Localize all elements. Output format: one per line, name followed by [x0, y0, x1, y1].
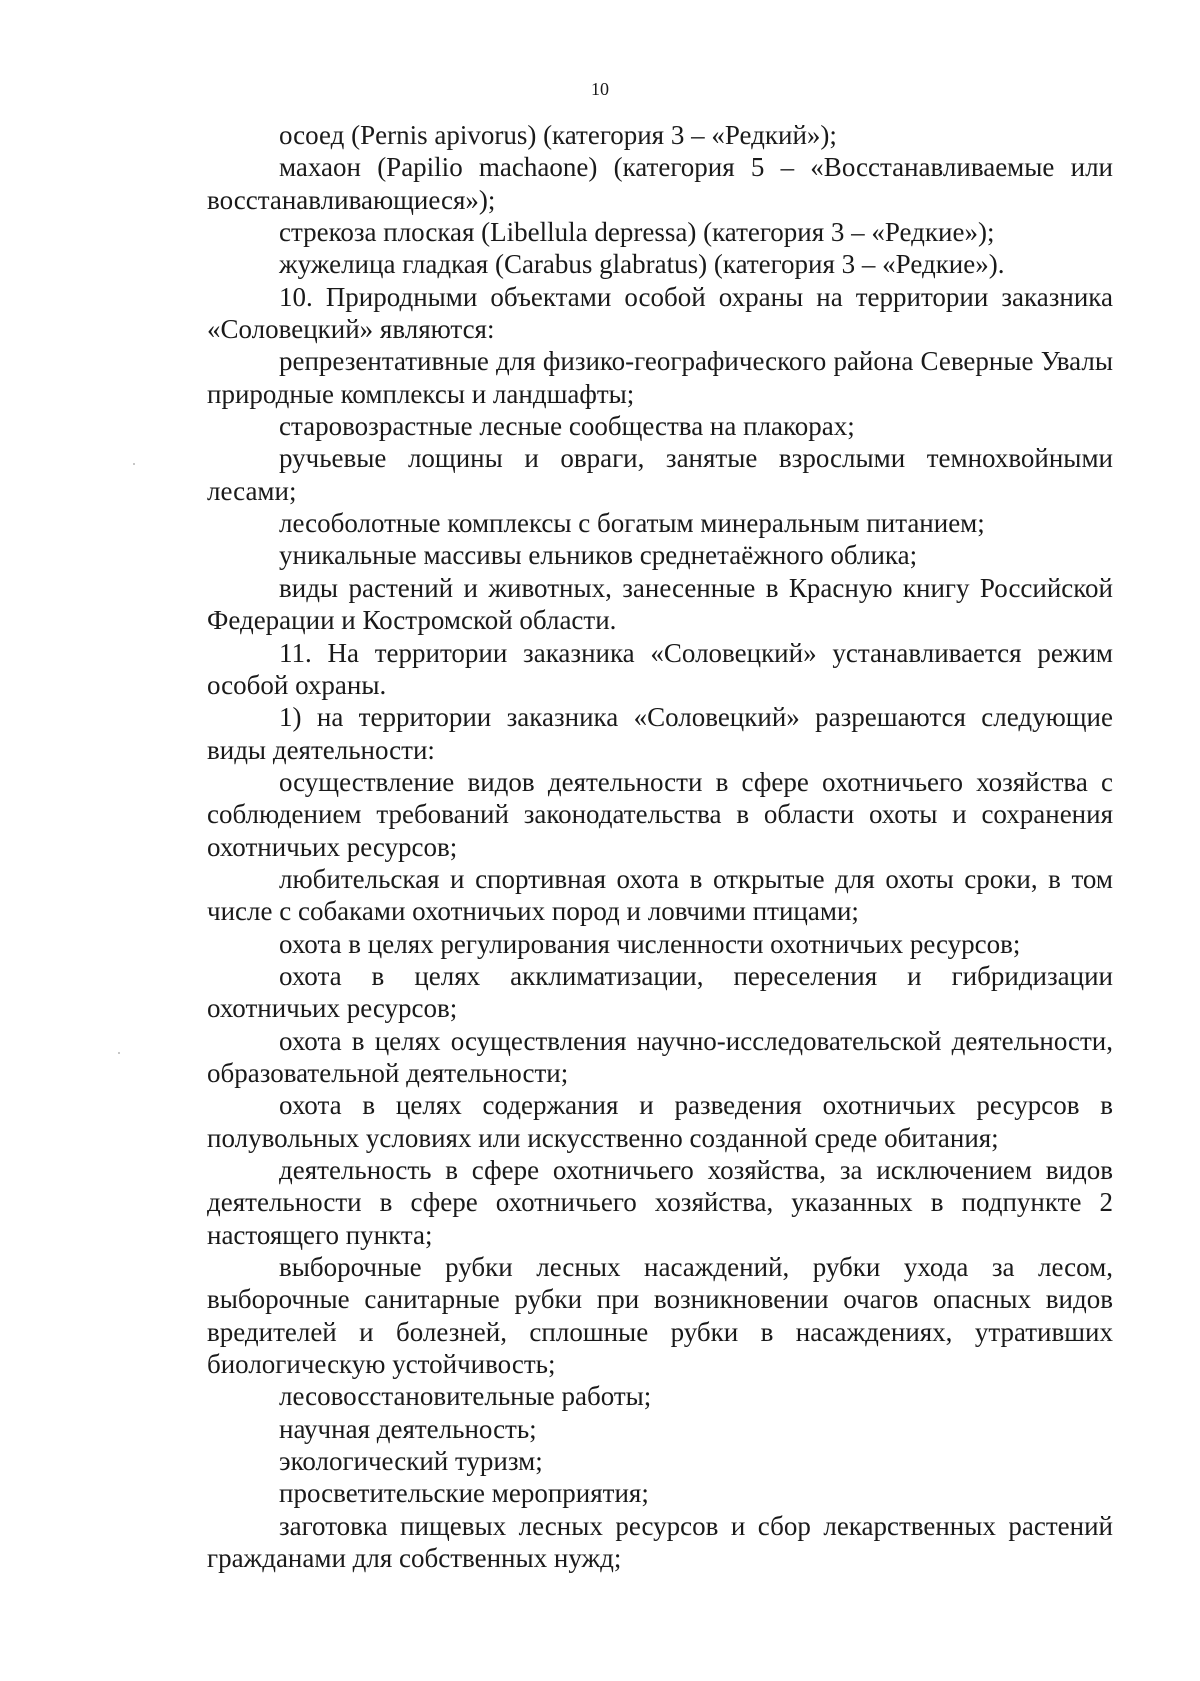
subclause-1: 1) на территории заказника «Соловецкий» разрешаются следующие виды деятельности:: [207, 702, 1113, 765]
list-item: репрезентативные для физико-географического района Северные Увалы природные комплексы и ландшафты;: [207, 346, 1113, 409]
page-number: 10: [591, 79, 609, 99]
list-item: деятельность в сфере охотничьего хозяйства, за исключением видов деятельности в сфере охотничьего хозяйства, указанных в подпункте 2 настоящего пункта;: [207, 1155, 1113, 1250]
list-item: виды растений и животных, занесенные в Красную книгу Российской Федерации и Костромской области.: [207, 572, 1113, 636]
list-item: охота в целях осуществления научно-исследовательской деятельности, образовательной деятельности;: [207, 1025, 1113, 1088]
list-item: любительская и спортивная охота в открытые для охоты сроки, в том числе с собаками охотничьих пород и ловчими птицами;: [207, 863, 1113, 927]
list-item: стрекоза плоская (Libellula depressa) (категория 3 – «Редкие»);: [279, 217, 995, 248]
list-item: махаон (Papilio machaone) (категория 5 – «Восстанавливаемые или восстанавливающиеся»);: [207, 152, 1113, 215]
list-item: жужелица гладкая (Carabus glabratus) (категория 3 – «Редкие»).: [279, 249, 1005, 280]
scan-speck: [118, 1052, 120, 1054]
list-item: охота в целях регулирования численности охотничьих ресурсов;: [279, 928, 1021, 959]
list-item: лесовосстановительные работы;: [279, 1381, 652, 1412]
scan-speck: [133, 463, 135, 465]
list-item: старовозрастные лесные сообщества на плакорах;: [279, 411, 855, 442]
list-item: заготовка пищевых лесных ресурсов и сбор лекарственных растений гражданами для собственных нужд;: [207, 1510, 1113, 1574]
section-clause-11: 11. На территории заказника «Соловецкий» устанавливается режим особой охраны.: [207, 637, 1113, 700]
list-item: осоед (Pernis apivorus) (категория 3 – «Редкий»);: [279, 120, 837, 150]
list-item: экологический туризм;: [279, 1446, 543, 1477]
list-item: просветительские мероприятия;: [279, 1478, 649, 1509]
list-item: охота в целях содержания и разведения охотничьих ресурсов в полувольных условиях или искусственно созданной среде обитания;: [207, 1090, 1113, 1153]
list-item: охота в целях акклиматизации, переселения и гибридизации охотничьих ресурсов;: [207, 960, 1113, 1024]
list-item: уникальные массивы ельников среднетаёжного облика;: [279, 540, 918, 571]
list-item: научная деятельность;: [279, 1413, 537, 1444]
section-clause-10: 10. Природными объектами особой охраны на территории заказника «Соловецкий» являются:: [207, 281, 1113, 345]
list-item: выборочные рубки лесных насаждений, рубки ухода за лесом, выборочные санитарные рубки при возникновении очагов опасных видов вредителей и болезней, сплошные рубки в насаждениях, утративших биологическую устойчивость;: [207, 1252, 1113, 1380]
list-item: осуществление видов деятельности в сфере охотничьего хозяйства с соблюдением требований законодательства в области охоты и сохранения охотничьих ресурсов;: [207, 766, 1113, 862]
list-item: лесоболотные комплексы с богатым минеральным питанием;: [279, 508, 985, 539]
document-body: [207, 119, 1113, 1574]
list-item: ручьевые лощины и овраги, занятые взрослыми темнохвойными лесами;: [207, 443, 1113, 506]
